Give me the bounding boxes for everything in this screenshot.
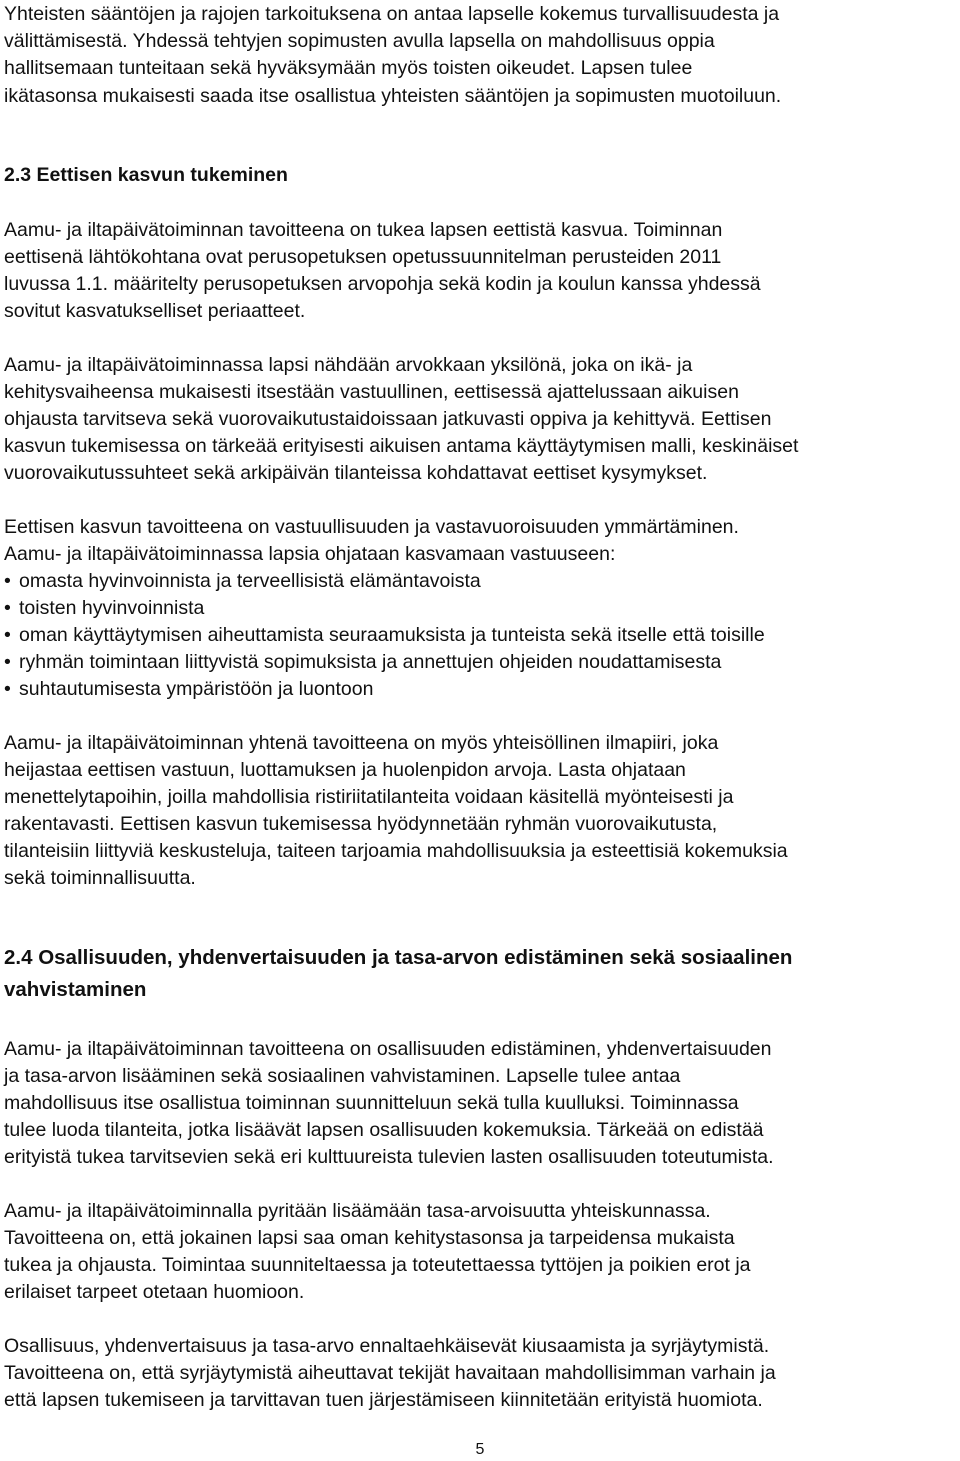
text-line: tilanteisiin liittyviä keskusteluja, taiteen tarjoamia mahdollisuuksia ja esteettisiä kokemuksia bbox=[4, 840, 788, 862]
text-line: heijastaa eettisen vastuun, luottamuksen ja huolenpidon arvoja. Lasta ohjataan bbox=[4, 759, 686, 781]
text-line: ikätasonsa mukaisesti saada itse osallistua yhteisten sääntöjen ja sopimusten muotoiluun. bbox=[4, 85, 782, 107]
text-line: välittämisestä. Yhdessä tehtyjen sopimusten avulla lapsella on mahdollisuus oppia bbox=[4, 30, 715, 52]
text-line: rakentavasti. Eettisen kasvun tukemisessa hyödynnetään ryhmän vuorovaikutusta, bbox=[4, 813, 718, 835]
text-line: Aamu- ja iltapäivätoiminnalla pyritään lisäämään tasa-arvoisuutta yhteiskunnassa. bbox=[4, 1200, 711, 1222]
text-line: Eettisen kasvun tavoitteena on vastuullisuuden ja vastavuoroisuuden ymmärtäminen. bbox=[4, 516, 739, 538]
text-line: eettisenä lähtökohtana ovat perusopetuksen opetussuunnitelman perusteiden 2011 bbox=[4, 246, 722, 268]
text-line: kehitysvaiheensa mukaisesti itsestään vastuullinen, eettisessä ajattelussaan aikuisen bbox=[4, 381, 739, 403]
text-line: sekä toiminnallisuutta. bbox=[4, 867, 196, 889]
text-line: menettelytapoihin, joilla mahdollisia ristiriitatilanteita voidaan käsitellä myönteisesti ja bbox=[4, 786, 734, 808]
text-line: Aamu- ja iltapäivätoiminnassa lapsia ohjataan kasvamaan vastuuseen: bbox=[4, 543, 616, 565]
list-item bbox=[4, 569, 481, 593]
text-line: Yhteisten sääntöjen ja rajojen tarkoituksena on antaa lapselle kokemus turvallisuudesta ja bbox=[4, 3, 780, 25]
text-line: Aamu- ja iltapäivätoiminnassa lapsi nähdään arvokkaan yksilönä, joka on ikä- ja bbox=[4, 354, 693, 376]
text-line: Osallisuus, yhdenvertaisuus ja tasa-arvo ennaltaehkäisevät kiusaamista ja syrjäytymistä. bbox=[4, 1335, 770, 1357]
text-line: tukea ja ohjausta. Toimintaa suunniteltaessa ja toteutettaessa tyttöjen ja poikien erot ja bbox=[4, 1254, 751, 1276]
text-line: Aamu- ja iltapäivätoiminnan tavoitteena on osallisuuden edistäminen, yhdenvertaisuuden bbox=[4, 1038, 772, 1060]
list-item-label: ryhmän toimintaan liittyvistä sopimuksista ja annettujen ohjeiden noudattamisesta bbox=[19, 651, 722, 673]
list-item bbox=[4, 677, 373, 701]
text-line: tulee luoda tilanteita, jotka lisäävät lapsen osallisuuden kokemuksia. Tärkeää on edistää bbox=[4, 1119, 764, 1141]
text-line: Tavoitteena on, että syrjäytymistä aiheuttavat tekijät havaitaan mahdollisimman varhain ja bbox=[4, 1362, 776, 1384]
list-item-label: oman käyttäytymisen aiheuttamista seuraamuksista ja tunteista sekä itselle että toisille bbox=[19, 624, 765, 646]
text-line: vuorovaikutussuhteet sekä arkipäivän tilanteissa kohdattavat eettiset kysymykset. bbox=[4, 462, 708, 484]
text-line: erilaiset tarpeet otetaan huomioon. bbox=[4, 1281, 305, 1303]
text-line: Tavoitteena on, että jokainen lapsi saa oman kehitystasonsa ja tarpeidensa mukaista bbox=[4, 1227, 735, 1249]
text-line: mahdollisuus itse osallistua toiminnan suunnitteluun sekä tulla kuulluksi. Toiminnassa bbox=[4, 1092, 739, 1114]
text-line: Aamu- ja iltapäivätoiminnan yhtenä tavoitteena on myös yhteisöllinen ilmapiiri, joka bbox=[4, 732, 719, 754]
list-item-label: omasta hyvinvoinnista ja terveellisistä elämäntavoista bbox=[19, 570, 481, 592]
list-item bbox=[4, 623, 765, 647]
text-line: hallitsemaan tunteitaan sekä hyväksymään myös toisten oikeudet. Lapsen tulee bbox=[4, 57, 693, 79]
bullet-icon: • bbox=[4, 678, 11, 700]
section-heading: vahvistaminen bbox=[4, 978, 147, 1001]
bullet-icon: • bbox=[4, 570, 11, 592]
bullet-icon: • bbox=[4, 597, 11, 619]
text-line: että lapsen tukemiseen ja tarvittavan tuen järjestämiseen kiinnitetään erityistä huomiota. bbox=[4, 1389, 763, 1411]
text-line: sovitut kasvatukselliset periaatteet. bbox=[4, 300, 306, 322]
section-heading: 2.4 Osallisuuden, yhdenvertaisuuden ja tasa-arvon edistäminen sekä sosiaalinen bbox=[4, 946, 793, 969]
bullet-icon: • bbox=[4, 624, 11, 646]
text-line: luvussa 1.1. määritelty perusopetuksen arvopohja sekä kodin ja koulun kanssa yhdessä bbox=[4, 273, 761, 295]
list-item-label: toisten hyvinvoinnista bbox=[19, 597, 205, 619]
list-item bbox=[4, 650, 721, 674]
list-item bbox=[4, 596, 204, 620]
section-heading: 2.3 Eettisen kasvun tukeminen bbox=[4, 164, 288, 186]
list-item-label: suhtautumisesta ympäristöön ja luontoon bbox=[19, 678, 374, 700]
text-line: ja tasa-arvon lisääminen sekä sosiaalinen vahvistaminen. Lapselle tulee antaa bbox=[4, 1065, 681, 1087]
bullet-icon: • bbox=[4, 651, 11, 673]
page-number: 5 bbox=[475, 1441, 485, 1458]
text-line: Aamu- ja iltapäivätoiminnan tavoitteena on tukea lapsen eettistä kasvua. Toiminnan bbox=[4, 219, 723, 241]
text-line: ohjausta tarvitseva sekä vuorovaikutustaidoissaan jatkuvasti oppiva ja kehittyvä. Eettisen bbox=[4, 408, 772, 430]
text-line: erityistä tukea tarvitsevien sekä eri kulttuureista tulevien lasten osallisuuden toteutumista. bbox=[4, 1146, 774, 1168]
text-line: kasvun tukemisessa on tärkeää erityisesti aikuisen antama käyttäytymisen malli, keskinäiset bbox=[4, 435, 799, 457]
